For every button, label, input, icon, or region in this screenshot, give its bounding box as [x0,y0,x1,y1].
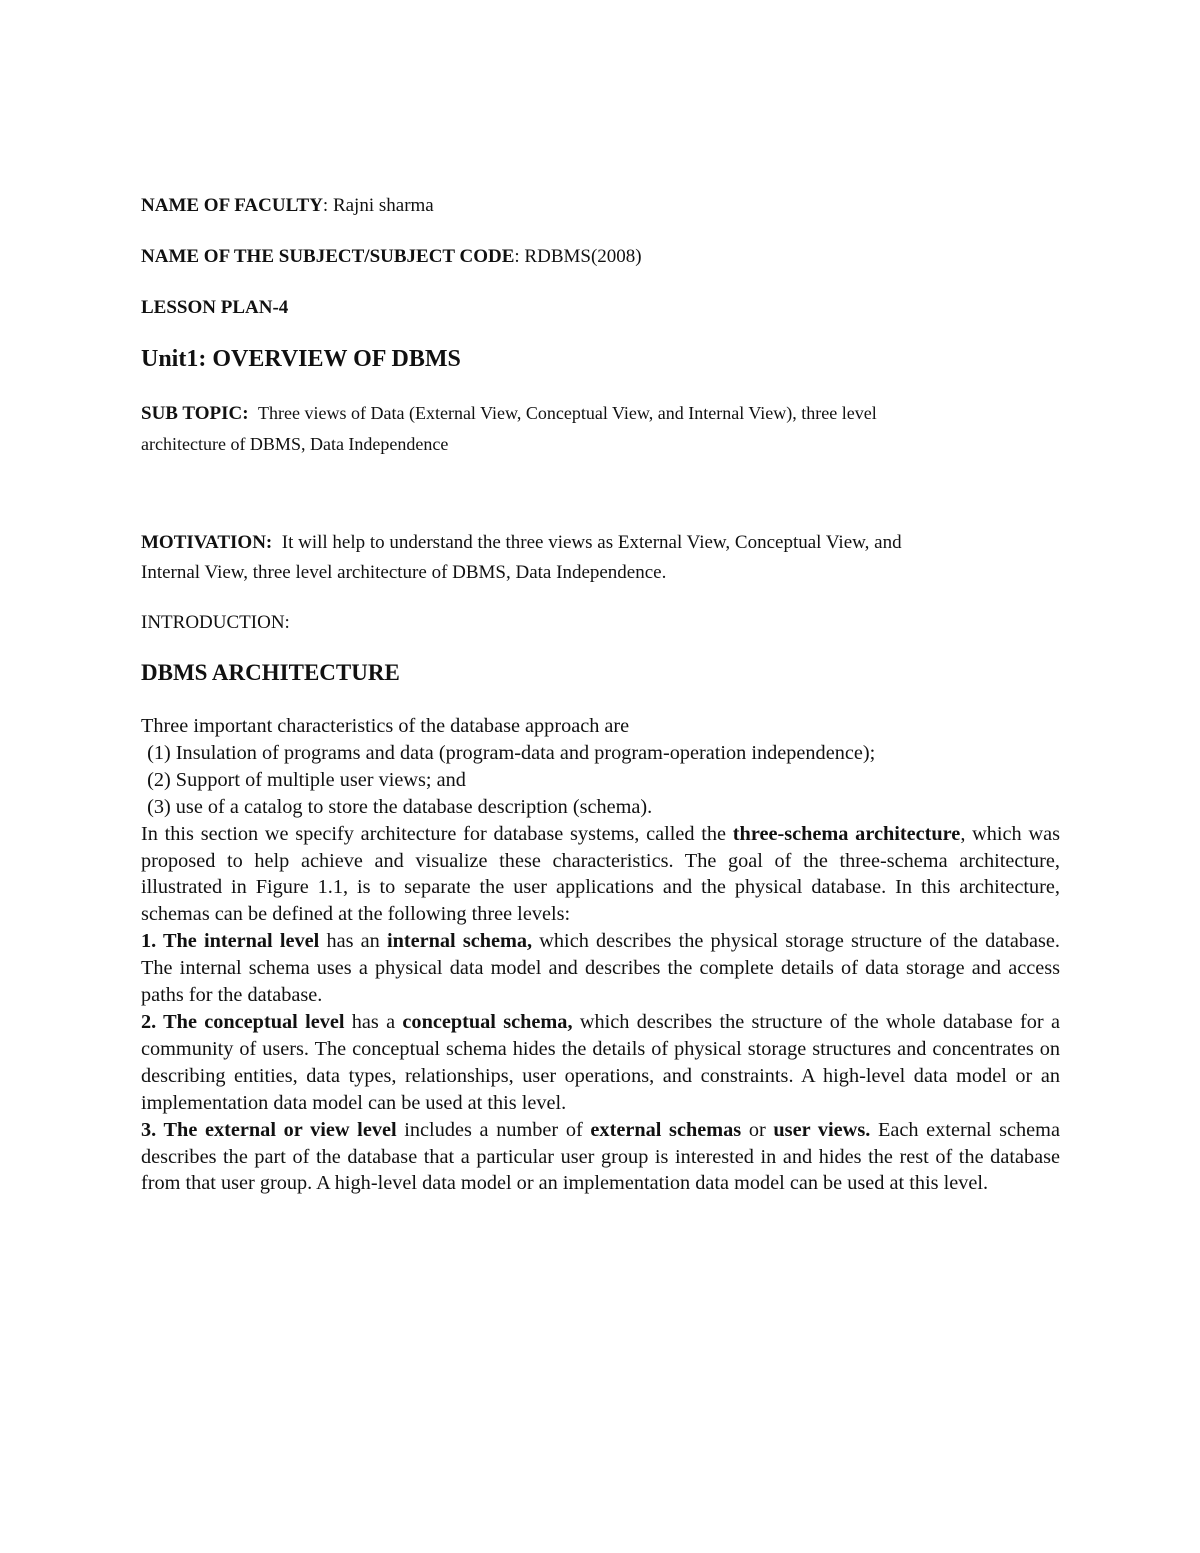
internal-level-text-b: has an [319,930,387,953]
list-item-3-text: (3) use of a catalog to store the database description (schema). [147,795,653,818]
external-level-text-d: or [741,1118,774,1141]
external-schemas-term: external schemas [590,1118,742,1141]
external-level-term: 3. The external or view level [141,1118,397,1141]
conceptual-level-term: 2. The conceptual level [141,1010,345,1033]
motivation-line-1 [141,530,902,556]
faculty-label: NAME OF FACULTY [141,195,323,216]
sub-topic-text-1: Three views of Data (External View, Conceptual View, and Internal View), three level [258,403,877,423]
list-item-3 [141,794,1060,821]
section-heading: DBMS ARCHITECTURE [141,660,400,685]
motivation-text-1: It will help to understand the three views as External View, Conceptual View, and [281,532,902,553]
para-text-bold: three-schema architecture [732,822,961,845]
body-text [141,713,1060,1197]
body-intro: Three important characteristics of the database approach are [141,715,630,737]
user-views-term: user views. [773,1118,871,1141]
sub-topic-line-1 [141,400,877,427]
architecture-paragraph [141,821,1060,929]
sub-topic-line-2: architecture of DBMS, Data Independence [141,434,449,454]
list-item-1-text: (1) Insulation of programs and data (program-data and program-operation independence); [147,741,876,764]
internal-level-paragraph [141,928,1060,1009]
conceptual-level-paragraph [141,1009,1060,1117]
conceptual-schema-term: conceptual schema, [402,1010,573,1033]
faculty-value: : Rajni sharma [322,195,434,216]
conceptual-level-text-d: which describes the structure of the whole database for a community of users. The conceptual schema hides the details of physical storage structures and concentrates on describing entities, data types, relationships, user operations, and constraints. A high-level data model or an implementation data model can be used at this level. [141,1010,1060,1114]
motivation-line-2: Internal View, three level architecture of DBMS, Data Independence. [141,562,667,583]
list-item-2 [141,767,1060,794]
sub-topic-label: SUB TOPIC: [141,403,249,424]
list-item-1 [141,740,1060,767]
subject-value: : RDBMS(2008) [514,246,642,267]
lesson-plan-title: LESSON PLAN-4 [141,297,289,318]
external-level-text-b: includes a number of [396,1118,591,1141]
faculty-line [141,193,434,219]
external-level-text-f: Each external schema describes the part of the database that a particular user group is interested in and hides the rest of the database from that user group. A high-level data model or an implementation data model can be used at this level. [141,1118,1060,1195]
internal-schema-term: internal schema, [386,930,533,953]
external-level-paragraph [141,1117,1060,1198]
internal-level-text-d: which describes the physical storage structure of the database. The internal schema uses a physical data model and describes the complete details of data storage and access paths for the database. [141,930,1061,1007]
unit-heading: Unit1: OVERVIEW OF DBMS [141,346,461,372]
list-item-2-text: (2) Support of multiple user views; and [147,768,466,791]
subject-line [141,244,642,270]
internal-level-term: 1. The internal level [141,930,320,953]
subject-label: NAME OF THE SUBJECT/SUBJECT CODE [141,246,515,267]
introduction-label: INTRODUCTION: [141,612,290,633]
motivation-label: MOTIVATION: [141,532,273,553]
conceptual-level-text-b: has a [344,1010,403,1033]
para-text-c: , which was proposed to help achieve and visualize these characteristics. The goal of the three-schema architecture, illustrated in Figure 1.1, is to separate the user applications and the physical database. In this architecture, schemas can be defined at the following three levels: [141,822,1060,926]
para-text-a: In this section we specify architecture for database systems, called the [141,822,733,845]
